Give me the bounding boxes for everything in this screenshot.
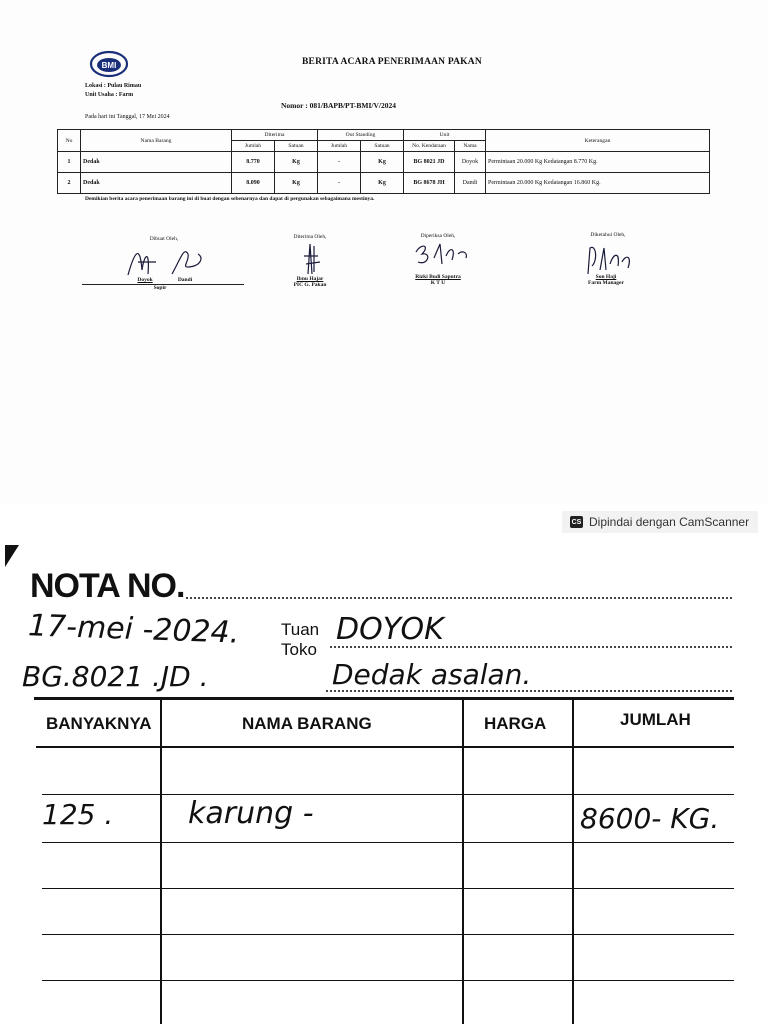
handwritten-customer: DOYOK	[336, 612, 444, 647]
cell-item: Dedak	[81, 173, 232, 194]
document-number: Nomor : 081/BAPB/PT-BMI/V/2024	[281, 101, 397, 110]
header-vehicle: No. Kendaraan	[404, 141, 455, 152]
manager-signature-scribble	[582, 240, 634, 276]
camscanner-text: Dipindai dengan CamScanner	[589, 515, 750, 529]
column-header-price: HARGA	[484, 714, 547, 733]
table-row-line	[42, 794, 734, 795]
signature-role: Diketahui Oleh,	[590, 232, 626, 238]
header-outstanding: Out Standing	[318, 130, 404, 141]
table-row-line	[42, 934, 734, 935]
cell-no: 2	[58, 173, 81, 194]
signature-role: Dibuat Oleh,	[149, 236, 179, 242]
cell-out-qty: -	[318, 173, 361, 194]
handwritten-qty: 125 .	[42, 798, 114, 831]
header-received: Diterima	[232, 130, 318, 141]
handwritten-item-desc: Dedak asalan.	[332, 658, 532, 691]
column-header-item: NAMA BARANG	[242, 714, 372, 733]
date-line: Pada hari ini Tanggal, 17 Mei 2024	[85, 114, 170, 120]
document-title: BERITA ACARA PENERIMAAN PAKAN	[302, 57, 482, 67]
header-out-uom: Satuan	[361, 141, 404, 152]
signature-role: Diperiksa Oleh,	[420, 233, 456, 239]
cell-note: Permintaan 20.000 Kg Kedatangan 16.860 Kg.	[486, 173, 710, 194]
column-header-total: JUMLAH	[620, 710, 691, 729]
cell-item: Dedak	[81, 152, 232, 173]
signer-manager: Son Haji Farm Manager	[588, 274, 624, 286]
header-received-qty: Jumlah	[232, 141, 275, 152]
cell-recv-qty: 8.770	[232, 152, 275, 173]
signature-block-manager	[578, 232, 638, 238]
cell-note: Permintaan 20.000 Kg Kedatangan 8.770 Kg.	[486, 152, 710, 173]
dotted-line	[330, 646, 732, 648]
org-info	[85, 82, 141, 100]
unit-text: Unit Usaha : Farm	[85, 92, 134, 98]
cell-name: Doyok	[455, 152, 486, 173]
dotted-line	[326, 690, 732, 692]
table-row-line	[42, 888, 734, 889]
handwritten-item: karung -	[188, 796, 314, 831]
receipt-table	[57, 129, 710, 194]
signer-receiver: Ibnu Hajar PIC G. Pakan	[293, 276, 327, 288]
checker-signature-scribble	[410, 238, 474, 272]
table-top-border	[34, 697, 734, 700]
handwritten-total: 8600- KG.	[580, 802, 720, 835]
cell-out-uom: Kg	[361, 152, 404, 173]
signer-checker: Rizki Budi Saputra K T U	[415, 274, 461, 286]
table-col-line	[160, 700, 162, 1024]
cell-vehicle: BG 8021 JD	[404, 152, 455, 173]
nota-title: NOTA NO.	[30, 567, 185, 605]
cell-out-uom: Kg	[361, 173, 404, 194]
table-row-line	[42, 980, 734, 981]
header-out-qty: Jumlah	[318, 141, 361, 152]
table-header-border	[36, 746, 734, 748]
header-unit: Unit	[404, 130, 486, 141]
column-header-qty: BANYAKNYA	[46, 714, 152, 733]
receiver-signature-scribble	[296, 240, 326, 276]
dotted-line	[186, 597, 732, 599]
tuan-toko-label	[281, 620, 319, 660]
table-row	[58, 152, 710, 173]
signature-role: Diterima Oleh,	[293, 234, 327, 240]
driver-signature-scribble	[120, 240, 210, 280]
header-name: Nama	[455, 141, 486, 152]
cell-vehicle: BG 8678 JH	[404, 173, 455, 194]
cell-recv-uom: Kg	[275, 173, 318, 194]
header-no: No	[58, 130, 81, 152]
tuan-label: Tuan	[281, 620, 320, 639]
handwritten-date: 17-mei -2024.	[27, 608, 240, 651]
camscanner-icon: CS	[570, 516, 583, 528]
header-note: Keterangan	[486, 130, 710, 152]
logo-text: BMI	[101, 61, 117, 70]
paper-corner-mark	[5, 545, 19, 567]
handwritten-plate: BG.8021 .JD .	[22, 660, 209, 693]
cell-recv-qty: 8.090	[232, 173, 275, 194]
header-received-uom: Satuan	[275, 141, 318, 152]
closing-statement: Demikian berita acara penerimaan barang ini di buat dengan sebenarnya dan dapat di pergunakan sebagaimana mestinya.	[85, 196, 375, 202]
toko-label: Toko	[281, 640, 317, 659]
signer-name-dandi: Dandi	[177, 277, 193, 283]
company-logo	[86, 50, 132, 80]
cell-out-qty: -	[318, 152, 361, 173]
location-text: Lokasi : Pulau Rimau	[85, 83, 142, 89]
minutes-page	[0, 0, 768, 505]
signer-name-doyok: Doyok	[137, 277, 153, 283]
table-row	[58, 173, 710, 194]
cell-name: Dandi	[455, 173, 486, 194]
header-item: Nama Barang	[81, 130, 232, 152]
table-col-line	[572, 700, 574, 1024]
table-col-line	[462, 700, 464, 1024]
cell-recv-uom: Kg	[275, 152, 318, 173]
cell-no: 1	[58, 152, 81, 173]
camscanner-badge	[562, 511, 758, 533]
table-row-line	[42, 842, 734, 843]
signer-title-driver: Sopir	[153, 285, 167, 291]
